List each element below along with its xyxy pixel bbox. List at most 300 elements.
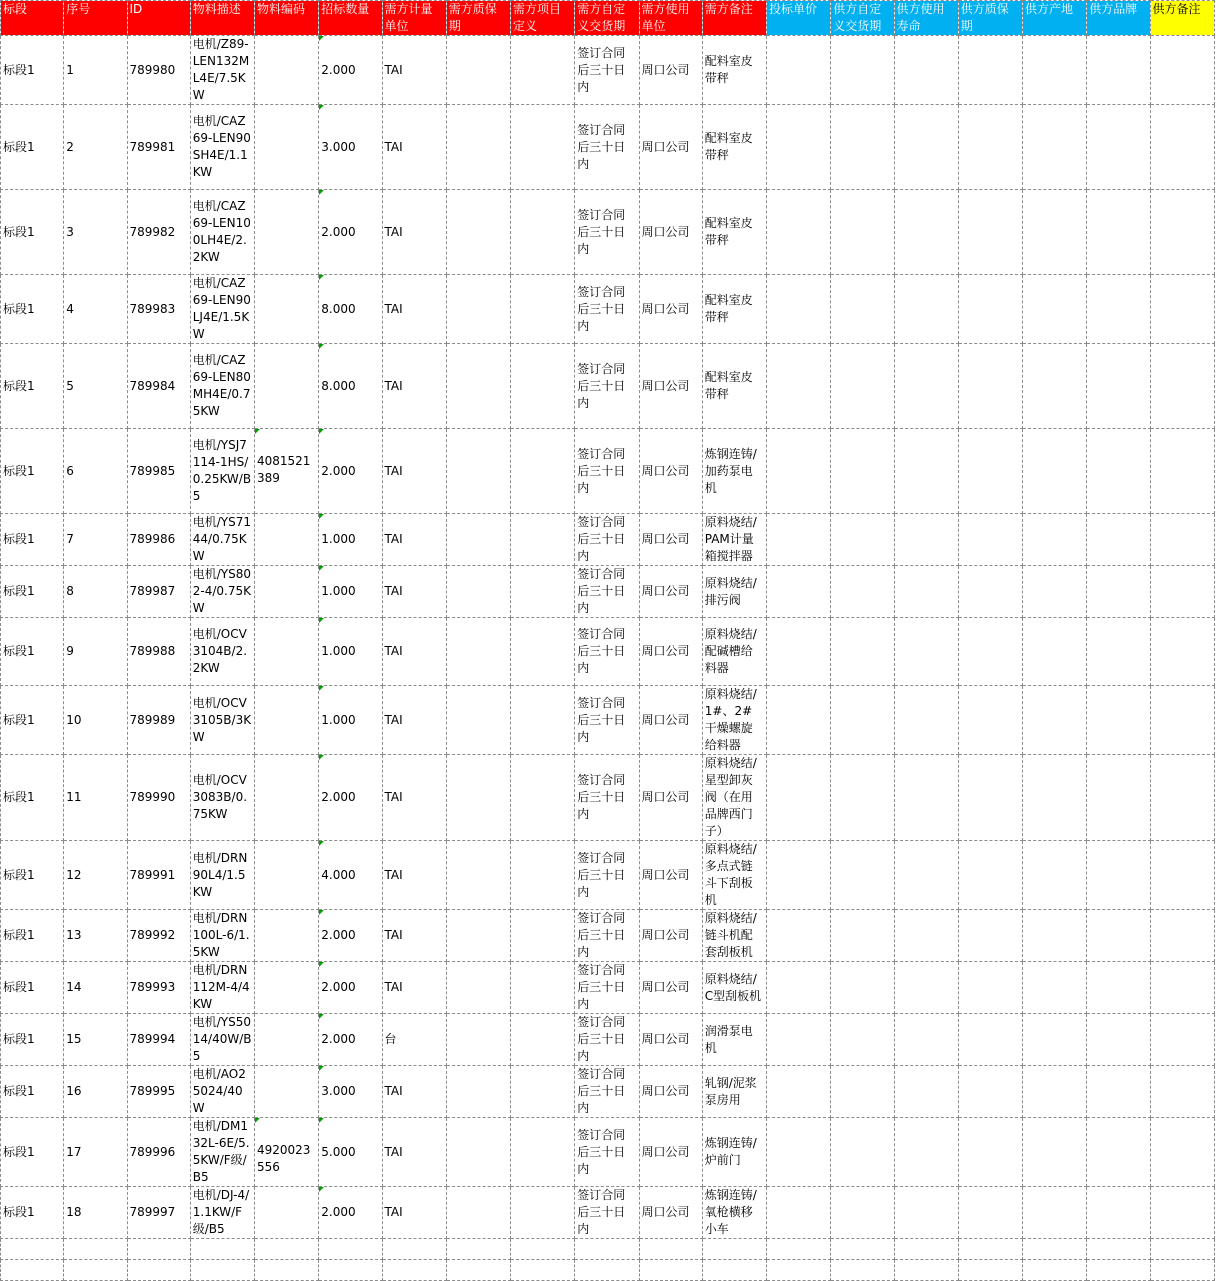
supplier-remark-cell[interactable] xyxy=(1150,1118,1215,1187)
supplier-origin-cell[interactable] xyxy=(1023,755,1087,841)
bid-quantity-cell[interactable]: 2.000 xyxy=(319,1187,382,1239)
bid-quantity-cell[interactable]: 2.000 xyxy=(319,429,382,514)
supplier-brand-cell[interactable] xyxy=(1087,1014,1150,1066)
project-definition-cell[interactable] xyxy=(511,36,575,105)
supplier-warranty-cell[interactable] xyxy=(958,1187,1022,1239)
supplier-origin-cell[interactable] xyxy=(1023,275,1087,344)
delivery-cell[interactable]: 签订合同后三十日内 xyxy=(575,618,639,686)
remark-cell[interactable]: 润滑泵电机 xyxy=(702,1014,766,1066)
bid-quantity-cell[interactable]: 3.000 xyxy=(319,105,382,190)
supplier-warranty-cell[interactable] xyxy=(958,910,1022,962)
remark-cell[interactable]: 炼钢连铸/炉前门 xyxy=(702,1118,766,1187)
supplier-delivery-cell[interactable] xyxy=(831,841,894,910)
using-unit-cell[interactable]: 周口公司 xyxy=(639,962,702,1014)
empty-cell[interactable] xyxy=(1023,1260,1087,1281)
warranty-cell[interactable] xyxy=(446,1066,510,1118)
supplier-life-cell[interactable] xyxy=(894,36,958,105)
remark-cell[interactable]: 配料室皮带秤 xyxy=(702,36,766,105)
warranty-cell[interactable] xyxy=(446,190,510,275)
empty-cell[interactable] xyxy=(382,1260,446,1281)
remark-cell[interactable]: 轧钢/泥浆泵房用 xyxy=(702,1066,766,1118)
warranty-cell[interactable] xyxy=(446,962,510,1014)
bid-price-cell[interactable] xyxy=(767,429,831,514)
project-definition-cell[interactable] xyxy=(511,1118,575,1187)
supplier-warranty-cell[interactable] xyxy=(958,36,1022,105)
supplier-remark-cell[interactable] xyxy=(1150,962,1215,1014)
supplier-remark-cell[interactable] xyxy=(1150,105,1215,190)
empty-cell[interactable] xyxy=(1087,1239,1150,1260)
section-cell[interactable]: 标段1 xyxy=(1,36,64,105)
supplier-life-cell[interactable] xyxy=(894,344,958,429)
bid-price-cell[interactable] xyxy=(767,514,831,566)
supplier-warranty-cell[interactable] xyxy=(958,190,1022,275)
supplier-delivery-cell[interactable] xyxy=(831,1187,894,1239)
bid-price-cell[interactable] xyxy=(767,1118,831,1187)
bid-price-cell[interactable] xyxy=(767,275,831,344)
supplier-life-cell[interactable] xyxy=(894,618,958,686)
supplier-brand-cell[interactable] xyxy=(1087,686,1150,755)
project-definition-cell[interactable] xyxy=(511,618,575,686)
supplier-remark-cell[interactable] xyxy=(1150,190,1215,275)
unit-cell[interactable]: TAI xyxy=(382,275,446,344)
supplier-delivery-cell[interactable] xyxy=(831,429,894,514)
id-cell[interactable]: 789990 xyxy=(127,755,190,841)
project-definition-cell[interactable] xyxy=(511,755,575,841)
material-code-cell[interactable] xyxy=(255,910,319,962)
project-definition-cell[interactable] xyxy=(511,190,575,275)
warranty-cell[interactable] xyxy=(446,755,510,841)
unit-cell[interactable]: TAI xyxy=(382,618,446,686)
column-header[interactable]: 需方质保期 xyxy=(446,1,510,36)
project-definition-cell[interactable] xyxy=(511,275,575,344)
row-number-cell[interactable]: 1 xyxy=(64,36,127,105)
material-description-cell[interactable]: 电机/YS802-4/0.75KW xyxy=(190,566,254,618)
id-cell[interactable]: 789988 xyxy=(127,618,190,686)
delivery-cell[interactable]: 签订合同后三十日内 xyxy=(575,514,639,566)
material-code-cell[interactable] xyxy=(255,1014,319,1066)
column-header[interactable]: 供方品牌 xyxy=(1087,1,1150,36)
empty-cell[interactable] xyxy=(767,1260,831,1281)
bid-price-cell[interactable] xyxy=(767,1187,831,1239)
using-unit-cell[interactable]: 周口公司 xyxy=(639,910,702,962)
section-cell[interactable]: 标段1 xyxy=(1,1118,64,1187)
supplier-life-cell[interactable] xyxy=(894,275,958,344)
using-unit-cell[interactable]: 周口公司 xyxy=(639,1066,702,1118)
bid-quantity-cell[interactable]: 1.000 xyxy=(319,618,382,686)
row-number-cell[interactable]: 11 xyxy=(64,755,127,841)
supplier-delivery-cell[interactable] xyxy=(831,566,894,618)
supplier-remark-cell[interactable] xyxy=(1150,755,1215,841)
unit-cell[interactable]: TAI xyxy=(382,841,446,910)
row-number-cell[interactable]: 3 xyxy=(64,190,127,275)
using-unit-cell[interactable]: 周口公司 xyxy=(639,686,702,755)
supplier-brand-cell[interactable] xyxy=(1087,190,1150,275)
supplier-warranty-cell[interactable] xyxy=(958,1118,1022,1187)
warranty-cell[interactable] xyxy=(446,841,510,910)
remark-cell[interactable]: 原料烧结/多点式链斗下刮板机 xyxy=(702,841,766,910)
supplier-delivery-cell[interactable] xyxy=(831,1014,894,1066)
empty-cell[interactable] xyxy=(575,1260,639,1281)
using-unit-cell[interactable]: 周口公司 xyxy=(639,1014,702,1066)
supplier-origin-cell[interactable] xyxy=(1023,686,1087,755)
material-description-cell[interactable]: 电机/Z89-LEN132ML4E/7.5KW xyxy=(190,36,254,105)
unit-cell[interactable]: TAI xyxy=(382,566,446,618)
bid-quantity-cell[interactable]: 4.000 xyxy=(319,841,382,910)
bid-price-cell[interactable] xyxy=(767,755,831,841)
empty-cell[interactable] xyxy=(894,1239,958,1260)
material-description-cell[interactable]: 电机/CAZ69-LEN90LJ4E/1.5KW xyxy=(190,275,254,344)
section-cell[interactable]: 标段1 xyxy=(1,686,64,755)
column-header[interactable]: 供方备注 xyxy=(1150,1,1215,36)
row-number-cell[interactable]: 16 xyxy=(64,1066,127,1118)
unit-cell[interactable]: TAI xyxy=(382,190,446,275)
remark-cell[interactable]: 原料烧结/PAM计量箱搅拌器 xyxy=(702,514,766,566)
column-header[interactable]: 供方质保期 xyxy=(958,1,1022,36)
column-header[interactable]: 物料描述 xyxy=(190,1,254,36)
project-definition-cell[interactable] xyxy=(511,1066,575,1118)
material-description-cell[interactable]: 电机/CAZ69-LEN100LH4E/2.2KW xyxy=(190,190,254,275)
empty-cell[interactable] xyxy=(1150,1239,1215,1260)
supplier-delivery-cell[interactable] xyxy=(831,36,894,105)
row-number-cell[interactable]: 7 xyxy=(64,514,127,566)
delivery-cell[interactable]: 签订合同后三十日内 xyxy=(575,755,639,841)
supplier-warranty-cell[interactable] xyxy=(958,618,1022,686)
warranty-cell[interactable] xyxy=(446,686,510,755)
supplier-remark-cell[interactable] xyxy=(1150,566,1215,618)
column-header[interactable]: 招标数量 xyxy=(319,1,382,36)
material-description-cell[interactable]: 电机/YSJ7114-1HS/0.25KW/B5 xyxy=(190,429,254,514)
delivery-cell[interactable]: 签订合同后三十日内 xyxy=(575,841,639,910)
empty-cell[interactable] xyxy=(894,1260,958,1281)
remark-cell[interactable]: 原料烧结/1#、2#干燥螺旋给料器 xyxy=(702,686,766,755)
supplier-delivery-cell[interactable] xyxy=(831,686,894,755)
delivery-cell[interactable]: 签订合同后三十日内 xyxy=(575,910,639,962)
material-description-cell[interactable]: 电机/CAZ69-LEN90SH4E/1.1KW xyxy=(190,105,254,190)
supplier-warranty-cell[interactable] xyxy=(958,275,1022,344)
empty-cell[interactable] xyxy=(382,1239,446,1260)
warranty-cell[interactable] xyxy=(446,1014,510,1066)
warranty-cell[interactable] xyxy=(446,36,510,105)
supplier-origin-cell[interactable] xyxy=(1023,618,1087,686)
supplier-delivery-cell[interactable] xyxy=(831,1118,894,1187)
material-description-cell[interactable]: 电机/DRN100L-6/1.5KW xyxy=(190,910,254,962)
section-cell[interactable]: 标段1 xyxy=(1,275,64,344)
delivery-cell[interactable]: 签订合同后三十日内 xyxy=(575,36,639,105)
supplier-brand-cell[interactable] xyxy=(1087,1118,1150,1187)
supplier-remark-cell[interactable] xyxy=(1150,841,1215,910)
material-description-cell[interactable]: 电机/DRN112M-4/4KW xyxy=(190,962,254,1014)
using-unit-cell[interactable]: 周口公司 xyxy=(639,1187,702,1239)
material-code-cell[interactable] xyxy=(255,686,319,755)
row-number-cell[interactable]: 18 xyxy=(64,1187,127,1239)
bid-price-cell[interactable] xyxy=(767,566,831,618)
empty-cell[interactable] xyxy=(255,1260,319,1281)
project-definition-cell[interactable] xyxy=(511,344,575,429)
empty-cell[interactable] xyxy=(767,1239,831,1260)
supplier-origin-cell[interactable] xyxy=(1023,841,1087,910)
empty-cell[interactable] xyxy=(958,1260,1022,1281)
supplier-delivery-cell[interactable] xyxy=(831,755,894,841)
supplier-brand-cell[interactable] xyxy=(1087,910,1150,962)
unit-cell[interactable]: TAI xyxy=(382,105,446,190)
material-description-cell[interactable]: 电机/YS5014/40W/B5 xyxy=(190,1014,254,1066)
unit-cell[interactable]: TAI xyxy=(382,1187,446,1239)
column-header[interactable]: 标段 xyxy=(1,1,64,36)
using-unit-cell[interactable]: 周口公司 xyxy=(639,275,702,344)
bid-price-cell[interactable] xyxy=(767,36,831,105)
section-cell[interactable]: 标段1 xyxy=(1,1014,64,1066)
delivery-cell[interactable]: 签订合同后三十日内 xyxy=(575,190,639,275)
supplier-warranty-cell[interactable] xyxy=(958,755,1022,841)
supplier-brand-cell[interactable] xyxy=(1087,275,1150,344)
bid-price-cell[interactable] xyxy=(767,190,831,275)
using-unit-cell[interactable]: 周口公司 xyxy=(639,190,702,275)
delivery-cell[interactable]: 签订合同后三十日内 xyxy=(575,344,639,429)
supplier-warranty-cell[interactable] xyxy=(958,686,1022,755)
id-cell[interactable]: 789997 xyxy=(127,1187,190,1239)
supplier-brand-cell[interactable] xyxy=(1087,105,1150,190)
remark-cell[interactable]: 配料室皮带秤 xyxy=(702,105,766,190)
warranty-cell[interactable] xyxy=(446,1118,510,1187)
warranty-cell[interactable] xyxy=(446,566,510,618)
remark-cell[interactable]: 配料室皮带秤 xyxy=(702,190,766,275)
supplier-life-cell[interactable] xyxy=(894,105,958,190)
supplier-origin-cell[interactable] xyxy=(1023,566,1087,618)
supplier-origin-cell[interactable] xyxy=(1023,344,1087,429)
section-cell[interactable]: 标段1 xyxy=(1,566,64,618)
unit-cell[interactable]: 台 xyxy=(382,1014,446,1066)
using-unit-cell[interactable]: 周口公司 xyxy=(639,841,702,910)
supplier-remark-cell[interactable] xyxy=(1150,429,1215,514)
supplier-remark-cell[interactable] xyxy=(1150,36,1215,105)
supplier-life-cell[interactable] xyxy=(894,1187,958,1239)
bid-price-cell[interactable] xyxy=(767,910,831,962)
supplier-origin-cell[interactable] xyxy=(1023,1066,1087,1118)
warranty-cell[interactable] xyxy=(446,910,510,962)
unit-cell[interactable]: TAI xyxy=(382,962,446,1014)
unit-cell[interactable]: TAI xyxy=(382,755,446,841)
empty-cell[interactable] xyxy=(639,1239,702,1260)
supplier-remark-cell[interactable] xyxy=(1150,514,1215,566)
project-definition-cell[interactable] xyxy=(511,514,575,566)
bid-price-cell[interactable] xyxy=(767,841,831,910)
project-definition-cell[interactable] xyxy=(511,962,575,1014)
material-description-cell[interactable]: 电机/CAZ69-LEN80MH4E/0.75KW xyxy=(190,344,254,429)
project-definition-cell[interactable] xyxy=(511,686,575,755)
material-code-cell[interactable] xyxy=(255,755,319,841)
supplier-life-cell[interactable] xyxy=(894,910,958,962)
supplier-brand-cell[interactable] xyxy=(1087,1187,1150,1239)
supplier-brand-cell[interactable] xyxy=(1087,755,1150,841)
supplier-life-cell[interactable] xyxy=(894,755,958,841)
supplier-remark-cell[interactable] xyxy=(1150,344,1215,429)
warranty-cell[interactable] xyxy=(446,344,510,429)
project-definition-cell[interactable] xyxy=(511,841,575,910)
supplier-remark-cell[interactable] xyxy=(1150,686,1215,755)
supplier-warranty-cell[interactable] xyxy=(958,566,1022,618)
supplier-brand-cell[interactable] xyxy=(1087,514,1150,566)
row-number-cell[interactable]: 4 xyxy=(64,275,127,344)
material-code-cell[interactable] xyxy=(255,566,319,618)
using-unit-cell[interactable]: 周口公司 xyxy=(639,429,702,514)
delivery-cell[interactable]: 签订合同后三十日内 xyxy=(575,686,639,755)
empty-cell[interactable] xyxy=(831,1260,894,1281)
column-header[interactable]: 序号 xyxy=(64,1,127,36)
bid-quantity-cell[interactable]: 2.000 xyxy=(319,755,382,841)
bid-price-cell[interactable] xyxy=(767,618,831,686)
warranty-cell[interactable] xyxy=(446,618,510,686)
empty-cell[interactable] xyxy=(1,1239,64,1260)
supplier-brand-cell[interactable] xyxy=(1087,429,1150,514)
supplier-life-cell[interactable] xyxy=(894,566,958,618)
supplier-origin-cell[interactable] xyxy=(1023,514,1087,566)
empty-cell[interactable] xyxy=(702,1260,766,1281)
using-unit-cell[interactable]: 周口公司 xyxy=(639,566,702,618)
section-cell[interactable]: 标段1 xyxy=(1,105,64,190)
project-definition-cell[interactable] xyxy=(511,566,575,618)
supplier-warranty-cell[interactable] xyxy=(958,344,1022,429)
using-unit-cell[interactable]: 周口公司 xyxy=(639,755,702,841)
unit-cell[interactable]: TAI xyxy=(382,344,446,429)
supplier-life-cell[interactable] xyxy=(894,190,958,275)
supplier-brand-cell[interactable] xyxy=(1087,1066,1150,1118)
material-code-cell[interactable] xyxy=(255,618,319,686)
row-number-cell[interactable]: 14 xyxy=(64,962,127,1014)
material-code-cell[interactable] xyxy=(255,344,319,429)
bid-price-cell[interactable] xyxy=(767,1066,831,1118)
delivery-cell[interactable]: 签订合同后三十日内 xyxy=(575,1118,639,1187)
supplier-life-cell[interactable] xyxy=(894,429,958,514)
column-header[interactable]: 需方项目定义 xyxy=(511,1,575,36)
material-code-cell[interactable] xyxy=(255,514,319,566)
warranty-cell[interactable] xyxy=(446,429,510,514)
supplier-remark-cell[interactable] xyxy=(1150,618,1215,686)
material-code-cell[interactable] xyxy=(255,1066,319,1118)
column-header[interactable]: ID xyxy=(127,1,190,36)
id-cell[interactable]: 789993 xyxy=(127,962,190,1014)
column-header[interactable]: 供方产地 xyxy=(1023,1,1087,36)
id-cell[interactable]: 789991 xyxy=(127,841,190,910)
supplier-brand-cell[interactable] xyxy=(1087,36,1150,105)
delivery-cell[interactable]: 签订合同后三十日内 xyxy=(575,1187,639,1239)
supplier-origin-cell[interactable] xyxy=(1023,962,1087,1014)
bid-quantity-cell[interactable]: 1.000 xyxy=(319,514,382,566)
row-number-cell[interactable]: 12 xyxy=(64,841,127,910)
bid-quantity-cell[interactable]: 3.000 xyxy=(319,1066,382,1118)
supplier-remark-cell[interactable] xyxy=(1150,1187,1215,1239)
using-unit-cell[interactable]: 周口公司 xyxy=(639,105,702,190)
bid-quantity-cell[interactable]: 5.000 xyxy=(319,1118,382,1187)
unit-cell[interactable]: TAI xyxy=(382,910,446,962)
supplier-warranty-cell[interactable] xyxy=(958,429,1022,514)
delivery-cell[interactable]: 签订合同后三十日内 xyxy=(575,105,639,190)
empty-cell[interactable] xyxy=(319,1239,382,1260)
row-number-cell[interactable]: 17 xyxy=(64,1118,127,1187)
supplier-brand-cell[interactable] xyxy=(1087,962,1150,1014)
supplier-origin-cell[interactable] xyxy=(1023,1014,1087,1066)
material-description-cell[interactable]: 电机/YS7144/0.75KW xyxy=(190,514,254,566)
id-cell[interactable]: 789985 xyxy=(127,429,190,514)
warranty-cell[interactable] xyxy=(446,105,510,190)
project-definition-cell[interactable] xyxy=(511,105,575,190)
supplier-origin-cell[interactable] xyxy=(1023,190,1087,275)
unit-cell[interactable]: TAI xyxy=(382,1066,446,1118)
row-number-cell[interactable]: 9 xyxy=(64,618,127,686)
supplier-origin-cell[interactable] xyxy=(1023,36,1087,105)
remark-cell[interactable]: 原料烧结/链斗机配套刮板机 xyxy=(702,910,766,962)
material-code-cell[interactable] xyxy=(255,962,319,1014)
row-number-cell[interactable]: 10 xyxy=(64,686,127,755)
remark-cell[interactable]: 原料烧结/C型刮板机 xyxy=(702,962,766,1014)
delivery-cell[interactable]: 签订合同后三十日内 xyxy=(575,962,639,1014)
supplier-brand-cell[interactable] xyxy=(1087,344,1150,429)
remark-cell[interactable]: 原料烧结/星型卸灰阀（在用品牌西门子） xyxy=(702,755,766,841)
remark-cell[interactable]: 原料烧结/配碱槽给料器 xyxy=(702,618,766,686)
supplier-delivery-cell[interactable] xyxy=(831,514,894,566)
supplier-life-cell[interactable] xyxy=(894,1066,958,1118)
bid-quantity-cell[interactable]: 2.000 xyxy=(319,910,382,962)
supplier-life-cell[interactable] xyxy=(894,962,958,1014)
row-number-cell[interactable]: 13 xyxy=(64,910,127,962)
supplier-warranty-cell[interactable] xyxy=(958,514,1022,566)
bid-quantity-cell[interactable]: 2.000 xyxy=(319,962,382,1014)
unit-cell[interactable]: TAI xyxy=(382,686,446,755)
section-cell[interactable]: 标段1 xyxy=(1,618,64,686)
supplier-delivery-cell[interactable] xyxy=(831,105,894,190)
using-unit-cell[interactable]: 周口公司 xyxy=(639,36,702,105)
supplier-remark-cell[interactable] xyxy=(1150,1066,1215,1118)
remark-cell[interactable]: 配料室皮带秤 xyxy=(702,275,766,344)
supplier-warranty-cell[interactable] xyxy=(958,105,1022,190)
supplier-origin-cell[interactable] xyxy=(1023,105,1087,190)
material-code-cell[interactable]: 4081521389 xyxy=(255,429,319,514)
supplier-life-cell[interactable] xyxy=(894,1118,958,1187)
supplier-life-cell[interactable] xyxy=(894,514,958,566)
empty-cell[interactable] xyxy=(1023,1239,1087,1260)
bid-quantity-cell[interactable]: 8.000 xyxy=(319,344,382,429)
material-description-cell[interactable]: 电机/DJ-4/1.1KW/F级/B5 xyxy=(190,1187,254,1239)
material-description-cell[interactable]: 电机/DRN90L4/1.5KW xyxy=(190,841,254,910)
empty-cell[interactable] xyxy=(190,1260,254,1281)
supplier-delivery-cell[interactable] xyxy=(831,275,894,344)
empty-cell[interactable] xyxy=(575,1239,639,1260)
supplier-delivery-cell[interactable] xyxy=(831,618,894,686)
supplier-origin-cell[interactable] xyxy=(1023,429,1087,514)
id-cell[interactable]: 789989 xyxy=(127,686,190,755)
supplier-delivery-cell[interactable] xyxy=(831,190,894,275)
unit-cell[interactable]: TAI xyxy=(382,429,446,514)
column-header[interactable]: 供方使用寿命 xyxy=(894,1,958,36)
row-number-cell[interactable]: 6 xyxy=(64,429,127,514)
empty-cell[interactable] xyxy=(1087,1260,1150,1281)
id-cell[interactable]: 789983 xyxy=(127,275,190,344)
section-cell[interactable]: 标段1 xyxy=(1,1066,64,1118)
column-header[interactable]: 投标单价 xyxy=(767,1,831,36)
material-code-cell[interactable] xyxy=(255,275,319,344)
delivery-cell[interactable]: 签订合同后三十日内 xyxy=(575,429,639,514)
id-cell[interactable]: 789980 xyxy=(127,36,190,105)
column-header[interactable]: 物料编码 xyxy=(255,1,319,36)
empty-cell[interactable] xyxy=(127,1239,190,1260)
empty-cell[interactable] xyxy=(639,1260,702,1281)
id-cell[interactable]: 789984 xyxy=(127,344,190,429)
bid-price-cell[interactable] xyxy=(767,105,831,190)
material-description-cell[interactable]: 电机/AO25024/40W xyxy=(190,1066,254,1118)
id-cell[interactable]: 789981 xyxy=(127,105,190,190)
supplier-remark-cell[interactable] xyxy=(1150,910,1215,962)
empty-cell[interactable] xyxy=(1150,1260,1215,1281)
material-code-cell[interactable] xyxy=(255,105,319,190)
